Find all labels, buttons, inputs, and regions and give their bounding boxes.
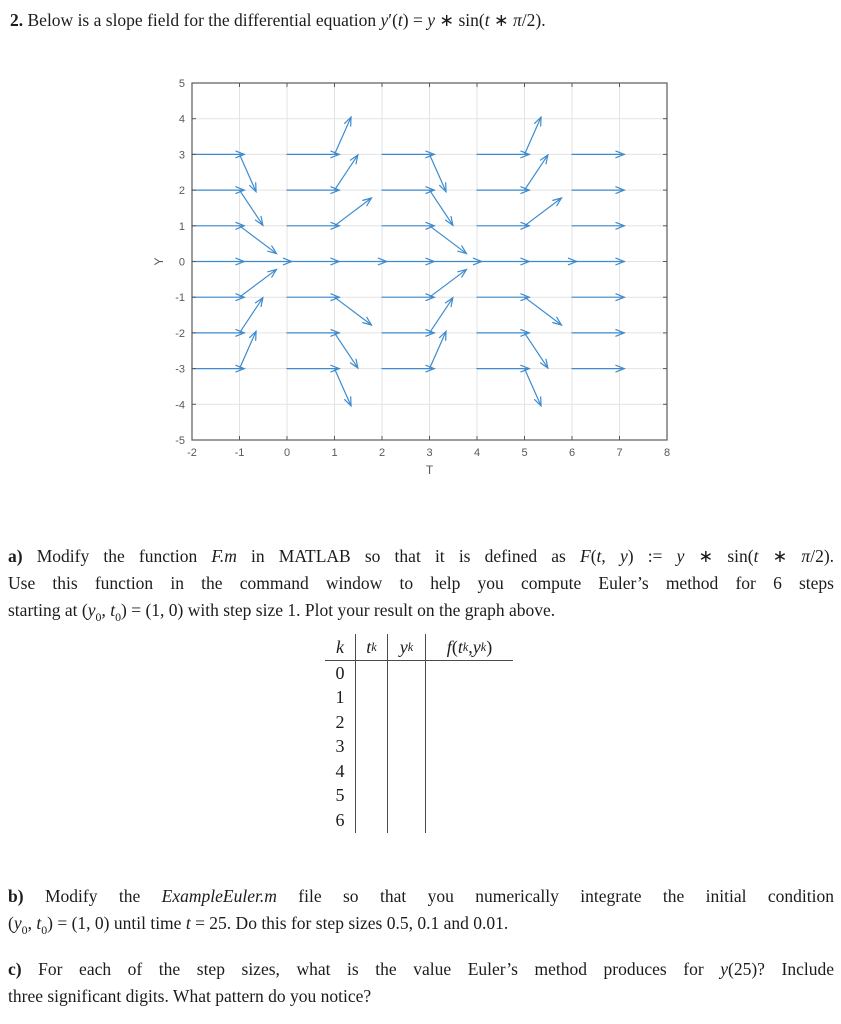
empty-cell bbox=[387, 735, 425, 760]
empty-cell bbox=[425, 735, 513, 760]
empty-cell bbox=[387, 661, 425, 686]
table-row bbox=[325, 661, 513, 686]
x-axis-label: T bbox=[425, 463, 434, 477]
svg-text:-2: -2 bbox=[187, 447, 197, 459]
empty-cell bbox=[355, 735, 387, 760]
tick-labels bbox=[175, 78, 670, 459]
empty-cell bbox=[387, 686, 425, 711]
header-cell-yk: y k bbox=[387, 634, 425, 661]
empty-cell bbox=[387, 808, 425, 833]
euler-table bbox=[325, 634, 513, 833]
table-row bbox=[325, 759, 513, 784]
empty-cell bbox=[355, 784, 387, 809]
table-row bbox=[325, 686, 513, 711]
euler-table-header-row bbox=[325, 634, 513, 661]
svg-text:2: 2 bbox=[378, 447, 386, 459]
empty-cell bbox=[387, 759, 425, 784]
empty-cell bbox=[387, 710, 425, 735]
part-c-text bbox=[8, 956, 834, 1010]
part-c-line-2: three significant digits. What pattern do you notice? bbox=[8, 986, 372, 1006]
svg-text:0: 0 bbox=[283, 447, 291, 459]
svg-text:-1: -1 bbox=[175, 292, 185, 305]
empty-cell bbox=[355, 661, 387, 686]
svg-text:3: 3 bbox=[178, 149, 185, 162]
part-c-line-1: c) For each of the step sizes, what is the value Euler’s method produces for y(25)? Include bbox=[8, 959, 834, 979]
row-index: 3 bbox=[335, 736, 345, 757]
svg-text:5: 5 bbox=[521, 447, 528, 459]
row-index: 5 bbox=[335, 785, 345, 806]
svg-text:1: 1 bbox=[178, 220, 185, 233]
table-row bbox=[325, 808, 513, 833]
part-a-line-3: starting at ($y_0$, $t_0) = (1$, 0) with step size 1. Plot your result on the graph above. bbox=[8, 600, 556, 624]
empty-cell bbox=[355, 759, 387, 784]
empty-cell bbox=[355, 808, 387, 833]
svg-text:0: 0 bbox=[178, 256, 185, 269]
row-index: 1 bbox=[335, 687, 345, 708]
table-row bbox=[325, 735, 513, 760]
row-index: 2 bbox=[335, 711, 345, 732]
svg-text:2: 2 bbox=[178, 185, 185, 198]
empty-cell bbox=[425, 759, 513, 784]
part-b-line-1: b) Modify the ExampleEuler.m file so that you numerically integrate the initial condition bbox=[8, 886, 834, 906]
svg-text:1: 1 bbox=[331, 447, 338, 459]
empty-cell bbox=[355, 710, 387, 735]
svg-text:6: 6 bbox=[568, 447, 576, 459]
slope-field-plot bbox=[150, 60, 690, 490]
empty-cell bbox=[355, 686, 387, 711]
table-row bbox=[325, 710, 513, 735]
svg-text:-4: -4 bbox=[175, 399, 185, 412]
svg-text:5: 5 bbox=[178, 78, 185, 90]
part-a-line-2: Use this function in the command window to help you compute Euler’s method for 6 steps bbox=[8, 573, 834, 593]
problem-statement: 2. Below is a slope field for the differential equation y′(t) = y ∗ sin(t ∗ π/2). bbox=[10, 10, 546, 30]
empty-cell bbox=[425, 686, 513, 711]
svg-text:-5: -5 bbox=[175, 435, 185, 447]
svg-text:8: 8 bbox=[663, 447, 671, 459]
svg-text:-1: -1 bbox=[234, 447, 245, 459]
svg-text:4: 4 bbox=[178, 113, 185, 126]
slope-field-svg bbox=[150, 60, 690, 490]
quiver-arrows bbox=[192, 117, 624, 406]
header-cell-tk: t k bbox=[355, 634, 387, 661]
part-b-line-2: ($y_0$, $t_0) = (1$, 0) until time t = 25. Do this for step sizes 0.5, 0.1 and 0.01. bbox=[8, 913, 509, 937]
row-index: 0 bbox=[335, 662, 345, 683]
svg-text:7: 7 bbox=[616, 447, 623, 459]
row-index: 6 bbox=[335, 809, 345, 830]
empty-cell bbox=[425, 710, 513, 735]
empty-cell bbox=[425, 784, 513, 809]
empty-cell bbox=[425, 661, 513, 686]
header-cell-k: k bbox=[325, 634, 355, 661]
header-cell-f: f ( t k , y k ) bbox=[425, 634, 513, 661]
y-axis-label: Y bbox=[152, 257, 166, 266]
svg-text:-3: -3 bbox=[175, 363, 185, 376]
empty-cell bbox=[425, 808, 513, 833]
svg-text:3: 3 bbox=[426, 447, 433, 459]
empty-cell bbox=[387, 784, 425, 809]
svg-text:-2: -2 bbox=[175, 327, 185, 340]
table-row bbox=[325, 784, 513, 809]
svg-text:4: 4 bbox=[473, 447, 481, 459]
part-a-line-1: a) Modify the function F.m in MATLAB so that it is defined as F(t, y) := y ∗ sin(t ∗ π/2). bbox=[8, 546, 835, 566]
part-a-text bbox=[8, 543, 834, 631]
row-index: 4 bbox=[335, 760, 345, 781]
part-b-text bbox=[8, 883, 834, 944]
